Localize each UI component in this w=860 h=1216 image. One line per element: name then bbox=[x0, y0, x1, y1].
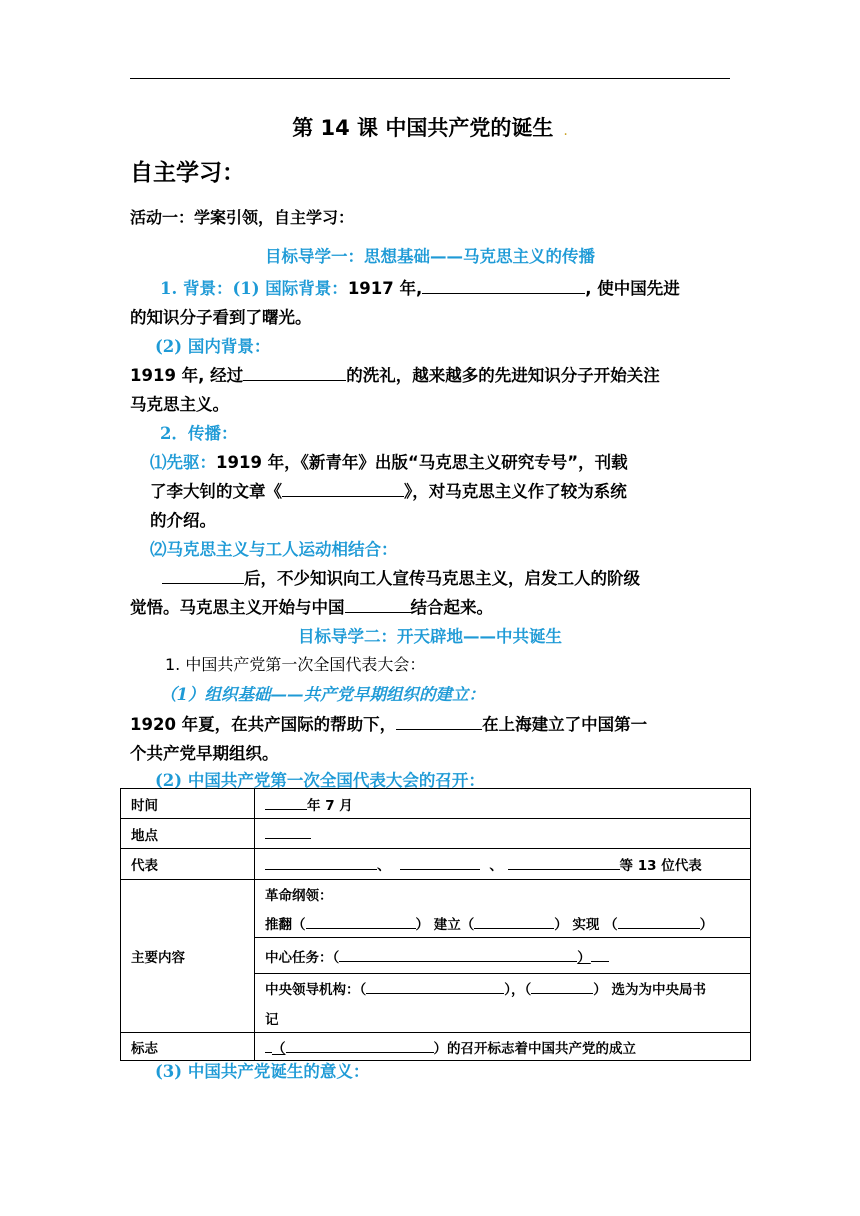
center-task-close: ） bbox=[577, 949, 591, 966]
central-end-text-2: 记 bbox=[265, 1012, 279, 1028]
pioneer-line bbox=[150, 449, 628, 473]
domestic-background-label: (2) 国内背景： bbox=[155, 337, 271, 356]
goal-two-heading: 目标导学二：开天辟地——中共诞生 bbox=[298, 627, 562, 646]
org-basis-label: （1）组织基础——共产党早期组织的建立： bbox=[160, 685, 485, 704]
combine-text-a: 后，不少知识向工人宣传马克思主义，启发工人的阶级 bbox=[244, 569, 640, 588]
pioneer-text-b-pre: 了李大钊的文章《 bbox=[150, 482, 282, 501]
representatives-label: 代表 bbox=[121, 849, 255, 880]
background-line bbox=[160, 275, 680, 299]
org-text-a-pre: 1920 年夏，在共产国际的帮助下， bbox=[130, 715, 397, 734]
blank-central-org[interactable] bbox=[366, 979, 504, 994]
combine-line-2 bbox=[130, 594, 493, 618]
org-line bbox=[130, 711, 647, 735]
table-row-sign bbox=[121, 1033, 751, 1061]
rep-separator-1: 、 bbox=[377, 858, 391, 874]
time-value: 年 7 月 bbox=[307, 797, 353, 814]
blank-event-1917[interactable] bbox=[422, 277, 585, 294]
pioneer-label: ⑴先驱： bbox=[150, 453, 216, 472]
blank-rep-3[interactable] bbox=[508, 855, 620, 870]
central-end-text: ） 选为为中央局书 bbox=[593, 982, 706, 998]
center-task-tail bbox=[591, 947, 609, 962]
blank-secretary[interactable] bbox=[531, 979, 593, 994]
blank-workers-movement[interactable] bbox=[345, 596, 411, 613]
significance-label: (3) 中国共产党诞生的意义： bbox=[155, 1062, 370, 1081]
representatives-cell bbox=[255, 849, 751, 880]
domestic-line bbox=[130, 362, 660, 386]
table-row-time bbox=[121, 789, 751, 819]
domestic-text-a: 1919 年, 经过 bbox=[130, 366, 244, 385]
blank-center-task[interactable] bbox=[339, 947, 577, 962]
sign-lead bbox=[265, 1038, 272, 1053]
time-label: 时间 bbox=[121, 789, 255, 819]
header-rule bbox=[130, 78, 730, 79]
blank-movement[interactable] bbox=[243, 364, 346, 381]
domestic-text-c: 马克思主义。 bbox=[130, 395, 229, 414]
program-cell bbox=[255, 880, 751, 938]
self-study-heading: 自主学习： bbox=[130, 160, 245, 186]
main-content-label: 主要内容 bbox=[121, 880, 255, 1033]
sign-open: （ bbox=[272, 1040, 286, 1057]
lesson-title-text: 第 14 课 中国共产党的诞生 bbox=[292, 116, 554, 140]
table-row-place bbox=[121, 819, 751, 849]
rep-suffix: 等 13 位代表 bbox=[619, 858, 702, 874]
pioneer-text-c: 的介绍。 bbox=[150, 511, 216, 530]
sign-text: ）的召开标志着中国共产党的成立 bbox=[433, 1040, 636, 1057]
realize-text: ） 实现 （ bbox=[554, 917, 618, 933]
combine-text-b-post: 结合起来。 bbox=[410, 598, 493, 617]
background-text-c: 的知识分子看到了曙光。 bbox=[130, 308, 312, 327]
congress-table bbox=[120, 788, 751, 1061]
pioneer-text-a: 1919 年，《新青年》出版“马克思主义研究专号”，刊载 bbox=[216, 453, 628, 472]
center-task-cell bbox=[255, 938, 751, 974]
blank-place[interactable] bbox=[265, 824, 311, 839]
background-text-b: , 使中国先进 bbox=[585, 279, 680, 298]
background-label: 1. 背景：(1) 国际背景： bbox=[160, 279, 348, 298]
sign-label: 标志 bbox=[121, 1033, 255, 1061]
goal-one-heading: 目标导学一：思想基础——马克思主义的传播 bbox=[265, 247, 595, 266]
sign-cell bbox=[255, 1033, 751, 1061]
time-cell bbox=[255, 789, 751, 819]
establish-text: ） 建立（ bbox=[415, 917, 475, 933]
blank-realize[interactable] bbox=[618, 914, 700, 929]
center-task-text: 中心任务：（ bbox=[265, 949, 340, 966]
blank-overthrow[interactable] bbox=[306, 914, 416, 929]
domestic-text-b: 的洗礼，越来越多的先进知识分子开始关注 bbox=[346, 366, 660, 385]
blank-establish[interactable] bbox=[474, 914, 554, 929]
congress-label: (2) 中国共产党第一次全国代表大会的召开： bbox=[155, 771, 485, 790]
blank-rep-1[interactable] bbox=[265, 855, 377, 870]
spread-label: 2．传播： bbox=[160, 424, 238, 443]
combine-text-b-pre: 觉悟。马克思主义开始与中国 bbox=[130, 598, 345, 617]
central-org-cell bbox=[255, 974, 751, 1033]
central-org-line bbox=[265, 978, 750, 998]
lesson-title bbox=[0, 112, 860, 142]
background-text-a: 1917 年, bbox=[347, 279, 423, 298]
org-text-b: 个共产党早期组织。 bbox=[130, 744, 279, 763]
combine-label: ⑵马克思主义与工人运动相结合： bbox=[150, 540, 398, 559]
pioneer-line-2 bbox=[150, 478, 627, 502]
place-label: 地点 bbox=[121, 819, 255, 849]
blank-founder[interactable] bbox=[396, 713, 482, 730]
central-mid-text: ），（ bbox=[504, 982, 532, 998]
blank-year[interactable] bbox=[265, 795, 307, 810]
blank-article-title[interactable] bbox=[282, 480, 404, 497]
pioneer-text-b-post: 》，对马克思主义作了较为系统 bbox=[404, 482, 627, 501]
program-label: 革命纲领： bbox=[265, 888, 333, 904]
title-mark: . bbox=[563, 123, 568, 139]
table-row-program bbox=[121, 880, 751, 938]
first-congress-heading: 1. 中国共产党第一次全国代表大会： bbox=[165, 655, 426, 674]
table-row-representatives bbox=[121, 849, 751, 880]
overthrow-text: 推翻（ bbox=[265, 917, 306, 933]
org-text-a-post: 在上海建立了中国第一 bbox=[482, 715, 648, 734]
program-line bbox=[265, 913, 750, 933]
central-org-text: 中央领导机构：（ bbox=[265, 982, 367, 998]
place-cell bbox=[255, 819, 751, 849]
combine-line bbox=[162, 565, 640, 589]
blank-sign[interactable] bbox=[286, 1038, 434, 1053]
blank-rep-2[interactable] bbox=[400, 855, 480, 870]
blank-event-after[interactable] bbox=[162, 567, 244, 584]
rep-separator-2: 、 bbox=[489, 858, 503, 874]
activity-one-heading: 活动一：学案引领，自主学习： bbox=[130, 208, 355, 227]
realize-close: ） bbox=[699, 917, 714, 933]
